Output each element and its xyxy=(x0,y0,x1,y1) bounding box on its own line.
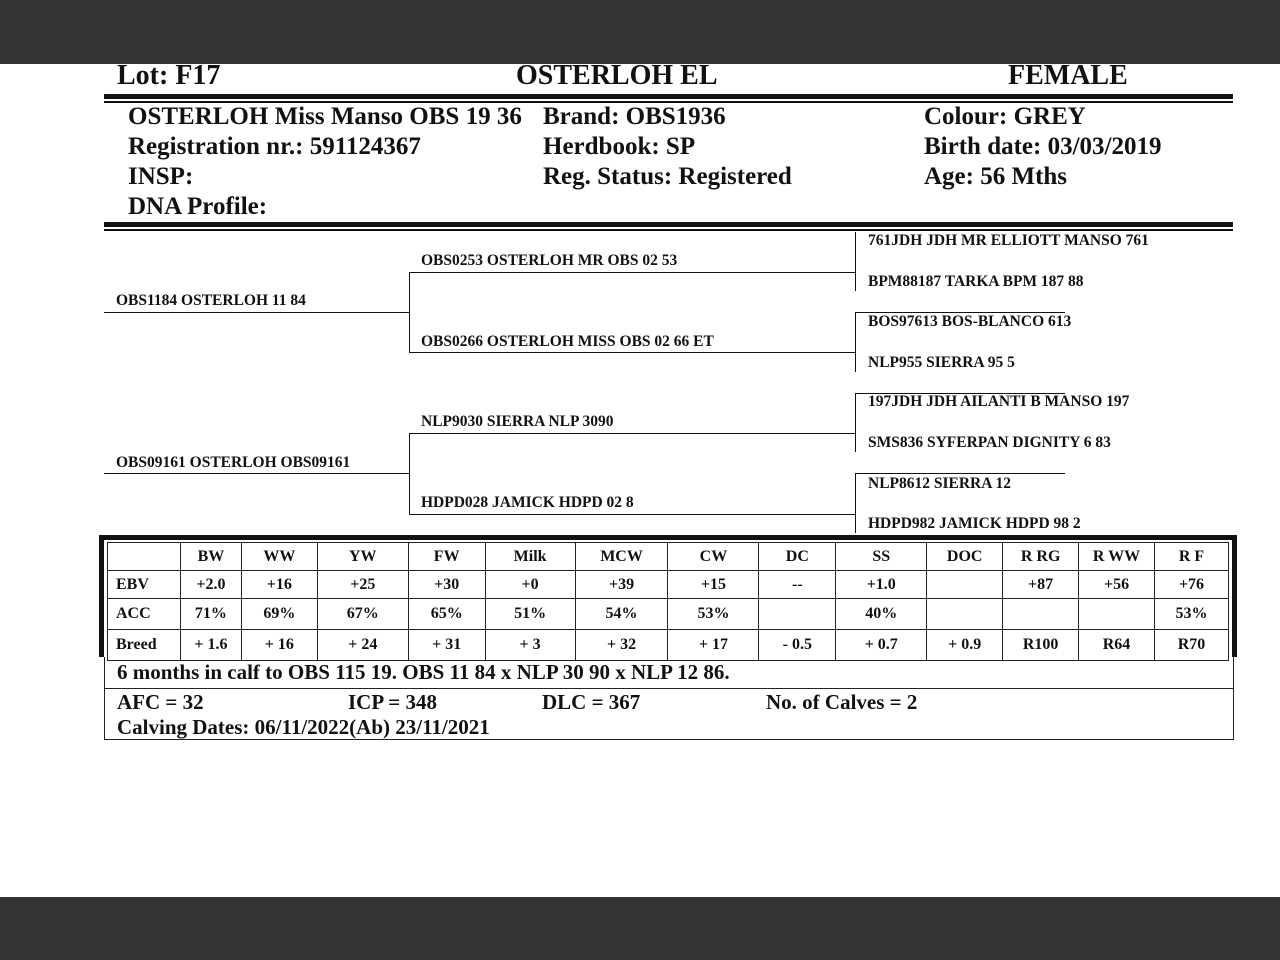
pedigree-line xyxy=(855,312,856,372)
ebv-cell xyxy=(927,599,1003,630)
pedigree-dam: OBS09161 OSTERLOH OBS09161 xyxy=(116,454,351,471)
pedigree-gg-4: NLP955 SIERRA 95 5 xyxy=(868,354,1015,371)
no-of-calves: No. of Calves = 2 xyxy=(766,690,918,714)
calf-note: 6 months in calf to OBS 115 19. OBS 11 84 x NLP 30 90 x NLP 12 86. xyxy=(117,660,730,684)
ebv-column-header: FW xyxy=(408,543,485,571)
ebv-cell: +87 xyxy=(1003,571,1079,599)
ebv-column-header: R RG xyxy=(1003,543,1079,571)
ebv-cell: 53% xyxy=(1155,599,1229,630)
ebv-cell: 51% xyxy=(485,599,575,630)
ebv-header-row xyxy=(108,543,1229,571)
ebv-column-header: Milk xyxy=(485,543,575,571)
ebv-column-header: MCW xyxy=(575,543,668,571)
reg-status: Reg. Status: Registered xyxy=(543,163,792,190)
ebv-row xyxy=(108,571,1229,599)
pedigree-line xyxy=(855,473,856,533)
ebv-row-label: ACC xyxy=(108,599,181,630)
ebv-row xyxy=(108,599,1229,630)
ebv-column-header: R F xyxy=(1155,543,1229,571)
ebv-cell: 40% xyxy=(836,599,927,630)
calving-dates: Calving Dates: 06/11/2022(Ab) 23/11/2021 xyxy=(117,715,490,739)
pedigree-gg-5: 197JDH JDH AILANTI B MANSO 197 xyxy=(868,393,1130,410)
ebv-cell: R70 xyxy=(1155,630,1229,661)
ebv-cell: +30 xyxy=(408,571,485,599)
ebv-column-header: BW xyxy=(180,543,241,571)
ebv-cell: + 32 xyxy=(575,630,668,661)
pedigree-line xyxy=(409,433,410,514)
ebv-column-header: SS xyxy=(836,543,927,571)
dna-profile: DNA Profile: xyxy=(128,193,268,220)
pedigree-line xyxy=(409,272,410,352)
lot-number: Lot: F17 xyxy=(117,60,221,91)
icp: ICP = 348 xyxy=(348,690,437,714)
ebv-frame-right xyxy=(1232,535,1237,657)
ebv-cell: + 0.9 xyxy=(927,630,1003,661)
ebv-cell xyxy=(759,599,836,630)
ebv-row-label: EBV xyxy=(108,571,181,599)
header-divider-thick xyxy=(104,94,1233,99)
pedigree-line xyxy=(855,393,856,452)
ebv-cell: 54% xyxy=(575,599,668,630)
breeder-name: OSTERLOH EL xyxy=(516,60,718,91)
ebv-cell: + 16 xyxy=(241,630,317,661)
ebv-cell: + 1.6 xyxy=(180,630,241,661)
ebv-cell: R100 xyxy=(1003,630,1079,661)
ebv-cell: + 3 xyxy=(485,630,575,661)
bottom-dark-bar xyxy=(0,897,1280,960)
registration-number: Registration nr.: 591124367 xyxy=(128,133,421,160)
pedigree-gg-3: BOS97613 BOS-BLANCO 613 xyxy=(868,313,1072,330)
pedigree-line xyxy=(104,312,410,313)
pedigree-sire-dam: OBS0266 OSTERLOH MISS OBS 02 66 ET xyxy=(421,333,714,350)
ebv-cell: 53% xyxy=(668,599,759,630)
ebv-cell: +56 xyxy=(1079,571,1155,599)
ebv-column-header: WW xyxy=(241,543,317,571)
notes-divider xyxy=(104,688,1233,689)
pedigree-dam-sire: NLP9030 SIERRA NLP 3090 xyxy=(421,413,614,430)
pedigree-gg-8: HDPD982 JAMICK HDPD 98 2 xyxy=(868,515,1081,532)
ebv-cell: +1.0 xyxy=(836,571,927,599)
ebv-cell: + 24 xyxy=(317,630,408,661)
herdbook: Herdbook: SP xyxy=(543,133,696,160)
pedigree-sire-sire: OBS0253 OSTERLOH MR OBS 02 53 xyxy=(421,252,678,269)
ebv-cell: +2.0 xyxy=(180,571,241,599)
ebv-row xyxy=(108,630,1229,661)
colour: Colour: GREY xyxy=(924,103,1086,130)
age: Age: 56 Mths xyxy=(924,163,1068,190)
pedigree-line xyxy=(409,514,855,515)
ebv-column-header: DOC xyxy=(927,543,1003,571)
ebv-table xyxy=(107,542,1229,661)
ebv-cell: + 17 xyxy=(668,630,759,661)
afc: AFC = 32 xyxy=(117,690,204,714)
pedigree-gg-2: BPM88187 TARKA BPM 187 88 xyxy=(868,273,1084,290)
pedigree-line xyxy=(104,473,410,474)
ebv-cell: +76 xyxy=(1155,571,1229,599)
ebv-cell: 65% xyxy=(408,599,485,630)
pedigree-line xyxy=(409,352,855,353)
pedigree-gg-7: NLP8612 SIERRA 12 xyxy=(868,475,1011,492)
ebv-cell xyxy=(1079,599,1155,630)
pedigree-dam-dam: HDPD028 JAMICK HDPD 02 8 xyxy=(421,494,634,511)
ebv-cell xyxy=(1003,599,1079,630)
ebv-cell: 67% xyxy=(317,599,408,630)
ebv-cell: +39 xyxy=(575,571,668,599)
ebv-cell: + 31 xyxy=(408,630,485,661)
insp: INSP: xyxy=(128,163,194,190)
info-divider-thick xyxy=(104,222,1233,227)
ebv-frame-left xyxy=(99,535,104,657)
pedigree-gg-6: SMS836 SYFERPAN DIGNITY 6 83 xyxy=(868,434,1111,451)
ebv-cell: -- xyxy=(759,571,836,599)
pedigree-line xyxy=(409,272,855,273)
ebv-row-label: Breed xyxy=(108,630,181,661)
ebv-column-header xyxy=(108,543,181,571)
birth-date: Birth date: 03/03/2019 xyxy=(924,133,1162,160)
ebv-cell xyxy=(927,571,1003,599)
ebv-column-header: CW xyxy=(668,543,759,571)
pedigree-line xyxy=(409,433,855,434)
ebv-column-header: R WW xyxy=(1079,543,1155,571)
ebv-cell: 71% xyxy=(180,599,241,630)
ebv-cell: +0 xyxy=(485,571,575,599)
info-divider-thin xyxy=(104,229,1233,231)
ebv-cell: +15 xyxy=(668,571,759,599)
animal-name: OSTERLOH Miss Manso OBS 19 36 xyxy=(128,103,522,130)
ebv-cell: +16 xyxy=(241,571,317,599)
pedigree-line xyxy=(855,232,856,291)
pedigree-line xyxy=(855,473,1065,474)
sex-label: FEMALE xyxy=(1008,60,1128,91)
ebv-cell: R64 xyxy=(1079,630,1155,661)
ebv-column-header: YW xyxy=(317,543,408,571)
ebv-cell: + 0.7 xyxy=(836,630,927,661)
pedigree-gg-1: 761JDH JDH MR ELLIOTT MANSO 761 xyxy=(868,232,1149,249)
dlc: DLC = 367 xyxy=(542,690,641,714)
ebv-cell: +25 xyxy=(317,571,408,599)
ebv-cell: - 0.5 xyxy=(759,630,836,661)
ebv-column-header: DC xyxy=(759,543,836,571)
ebv-frame-top xyxy=(99,535,1237,540)
brand: Brand: OBS1936 xyxy=(543,103,726,130)
top-dark-bar xyxy=(0,0,1280,64)
pedigree-sire: OBS1184 OSTERLOH 11 84 xyxy=(116,292,306,309)
ebv-cell: 69% xyxy=(241,599,317,630)
